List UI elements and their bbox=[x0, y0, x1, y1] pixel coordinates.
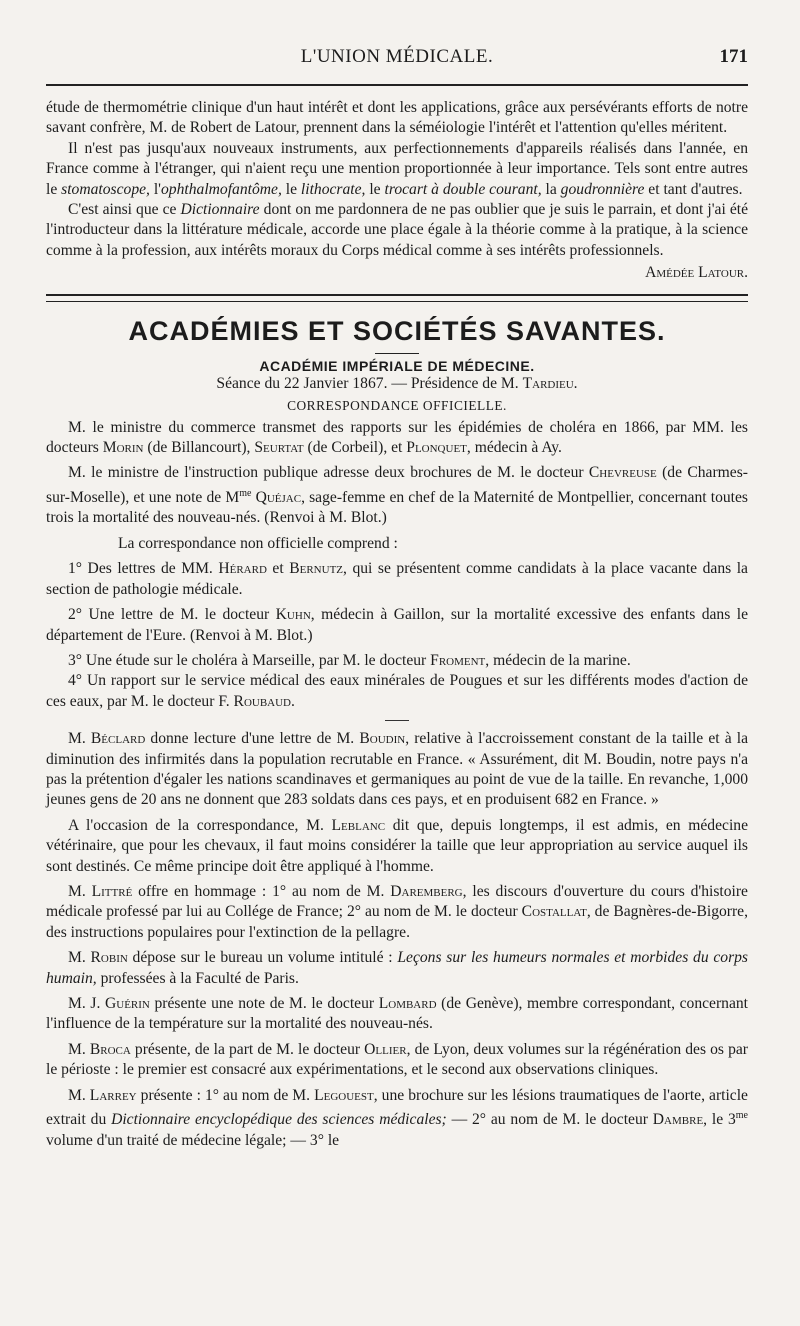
seance-line: Séance du 22 Janvier 1867. — Présidence de M. Tardieu. bbox=[216, 374, 578, 392]
title-rule bbox=[375, 353, 419, 354]
paragraph: M. Béclard donne lecture d'une lettre de M. Boudin, relative à l'accroissement constant de la taille et à la diminution des infirmités dans la population recrutable en France. « Assurément, dit M. Boudin, notre pays n'a pas la prétention d'égaler les nations scandinaves et germaniques au point de vue de la taille. En revanche, 1,000 jeunes gens de 20 ans ne donnent que 283 soldats dans ces pays, et en produisent 682 en France. » bbox=[46, 730, 749, 809]
intro-text bbox=[46, 98, 748, 284]
paragraph: M. Broca présente, de la part de M. le docteur Ollier, de Lyon, deux volumes sur la régénération des os par le périoste : le premier est consacré aux expérimentations, et le second aux observations cliniques. bbox=[46, 1040, 748, 1079]
paragraph: C'est ainsi que ce Dictionnaire dont on me pardonnera de ne pas oublier que je suis le parrain, et dont j'ai été l'introducteur dans la littérature médicale, accorde une place égale à la théorie comme à la pratique, à la science comme à la profession, aux intérêts moraux du Corps médical comme à ses intérêts professionnels. bbox=[46, 201, 748, 259]
paragraph: Il n'est pas jusqu'aux nouveaux instruments, aux perfectionnements d'appareils réalisés dans l'année, en France comme à l'étranger, qui n'aient reçu une mention proportionnée à leur importance. Tels sont entre autres le stomatoscope, l'ophthalmofantôme, le lithocrate, le trocart à double courant, la goudronnière et tant d'autres. bbox=[46, 139, 748, 198]
paragraph: M. le ministre du commerce transmet des rapports sur les épidémies de choléra en 1866, par MM. les docteurs Morin (de Billancourt), Seurtat (de Corbeil), et Plonquet, médecin à Ay. bbox=[46, 418, 748, 457]
page-number: 171 bbox=[719, 46, 748, 67]
running-head bbox=[46, 0, 748, 78]
paragraph: A l'occasion de la correspondance, M. Leblanc dit que, depuis longtemps, il est admis, en médecine vétérinaire, que pour les chevaux, il faut moins considérer la taille que leur appropriation au service auquel ils sont destinés. Ce même principe doit être appliqué à l'homme. bbox=[46, 816, 748, 875]
paragraph: La correspondance non officielle comprend : bbox=[118, 534, 398, 552]
signature: Amédée Latour. bbox=[645, 264, 748, 282]
session-text bbox=[46, 418, 748, 1151]
paragraph: M. le ministre de l'instruction publique adresse deux brochures de M. le docteur Chevreuse (de Charmes-sur-Moselle), et une note de $M^{me}$ Quéjac, sage-femme en chef de la Maternité de Montpellier, concernant toutes trois la mortalité des nouveau-nés. (Renvoi à M. Blot.) bbox=[46, 464, 748, 527]
paragraph: étude de thermométrie clinique d'un haut intérêt et dont les applications, grâce aux persévérants efforts de notre savant confrère, M. de Robert de Latour, prennent dans la séméiologie l'intérêt et l'attention qu'elles méritent. bbox=[46, 99, 748, 137]
paragraph: M. Littré offre en hommage : 1° au nom de M. Daremberg, les discours d'ouverture du cours d'histoire médicale professé par lui au Collége de France; 2° au nom de M. le docteur Costallat, de Bagnères-de-Bigorre, des instructions populaires pour l'extinction de la pellagre. bbox=[46, 882, 749, 941]
separator-rule bbox=[385, 720, 409, 721]
running-title: L'UNION MÉDICALE. bbox=[300, 46, 494, 67]
section-title: ACADÉMIES ET SOCIÉTÉS SAVANTES. bbox=[128, 315, 666, 346]
paragraph: M. Robin dépose sur le bureau un volume intitulé : Leçons sur les humeurs normales et morbides du corps humain, professées à la Faculté de Paris. bbox=[46, 949, 748, 987]
paragraph: M. J. Guérin présente une note de M. le docteur Lombard (de Genève), membre correspondant, concernant l'influence de la température sur la mortalité des nouveau-nés. bbox=[46, 995, 749, 1033]
paragraph: M. Larrey présente : 1° au nom de M. Legouest, une brochure sur les lésions traumatiques de l'aorte, article extrait du Dictionnaire encyclopédique des sciences médicales; — 2° au nom de M. le docteur Dambre, le $3^{me}$ volume d'un traité de médecine légale; — 3° le bbox=[46, 1086, 748, 1149]
list-item: 1° Des lettres de MM. Hérard et Bernutz, qui se présentent comme candidats à la place vacante dans la section de pathologie médicale. bbox=[46, 560, 748, 598]
list-item: 3° Une étude sur le choléra à Marseille, par M. le docteur Froment, médecin de la marine. bbox=[68, 651, 631, 669]
correspondence-heading: CORRESPONDANCE OFFICIELLE. bbox=[287, 397, 507, 413]
header-rule bbox=[46, 84, 748, 86]
subsection-title: ACADÉMIE IMPÉRIALE DE MÉDECINE. bbox=[259, 357, 535, 374]
section-divider bbox=[46, 294, 748, 302]
list-item: 4° Un rapport sur le service médical des eaux minérales de Pougues et sur les différents modes d'action de ces eaux, par M. le docteur F. Roubaud. bbox=[46, 672, 748, 710]
list-item: 2° Une lettre de M. le docteur Kuhn, médecin à Gaillon, sur la mortalité excessive des enfants dans le département de l'Eure. (Renvoi à M. Blot.) bbox=[46, 606, 748, 644]
